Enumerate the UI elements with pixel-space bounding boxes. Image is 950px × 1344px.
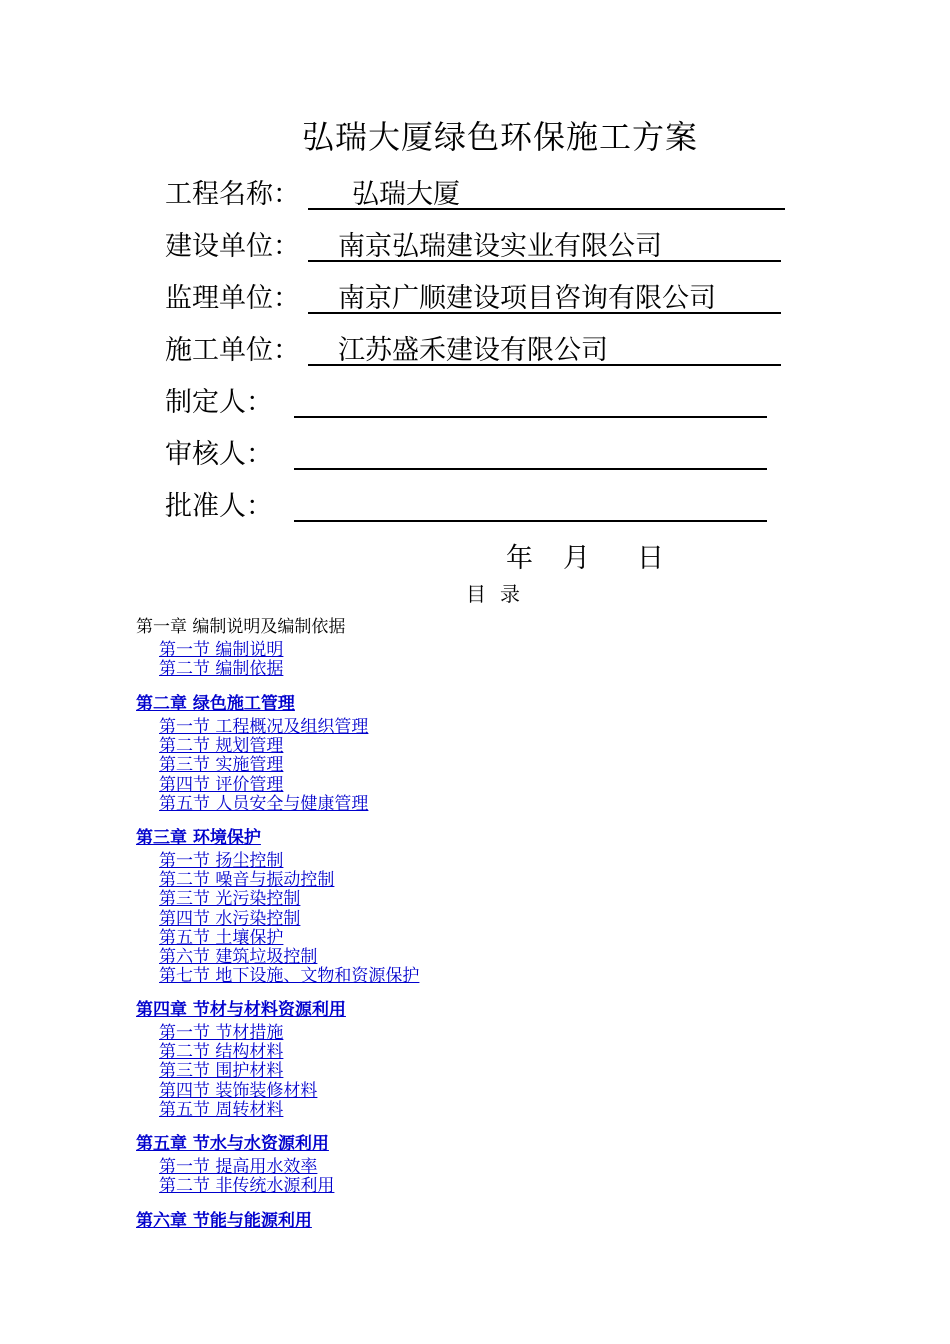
toc-chapter[interactable]: 第五章 节水与水资源利用 — [136, 1134, 329, 1154]
date-month: 月 — [563, 543, 590, 574]
toc-section-link[interactable]: 第一节 扬尘控制 — [159, 851, 284, 871]
toc-section-link[interactable]: 第一节 编制说明 — [159, 640, 284, 660]
toc-section-link[interactable]: 第六节 建筑垃圾控制 — [159, 947, 318, 967]
toc-section-link[interactable]: 第五节 土壤保护 — [159, 927, 284, 948]
toc-chapter: 第一章 编制说明及编制依据 — [136, 617, 346, 637]
date-year: 年 — [506, 543, 533, 574]
info-value: 弘瑞大厦 — [352, 179, 460, 210]
toc-section-link[interactable]: 第二节 噪音与振动控制 — [159, 870, 335, 891]
info-underline — [294, 432, 767, 470]
toc-chapter[interactable]: 第四章 节材与材料资源利用 — [136, 1000, 346, 1020]
toc-section-link[interactable]: 第一节 工程概况及组织管理 — [159, 717, 369, 737]
toc-chapter[interactable]: 第三章 环境保护 — [136, 828, 261, 848]
info-label: 建设单位： — [165, 231, 300, 262]
toc-section-link[interactable]: 第一节 节材措施 — [159, 1023, 284, 1043]
toc-section-link[interactable]: 第四节 装饰装修材料 — [159, 1080, 318, 1101]
toc-chapter[interactable]: 第六章 节能与能源利用 — [136, 1211, 312, 1231]
info-label: 制定人： — [165, 387, 273, 418]
info-label: 审核人： — [165, 439, 273, 470]
info-label: 工程名称： — [165, 179, 300, 210]
toc-section-link[interactable]: 第七节 地下设施、文物和资源保护 — [159, 966, 420, 987]
toc-section-link[interactable]: 第四节 评价管理 — [159, 774, 284, 795]
document-title: 弘瑞大厦绿色环保施工方案 — [301, 118, 698, 156]
toc-section-link[interactable]: 第四节 水污染控制 — [159, 908, 301, 929]
info-value: 南京广顺建设项目咨询有限公司 — [338, 283, 716, 314]
info-underline — [294, 484, 767, 522]
toc-title: 目录 — [466, 582, 534, 606]
info-underline — [294, 380, 767, 418]
toc-section-link[interactable]: 第二节 结构材料 — [159, 1042, 284, 1063]
toc-section-link[interactable]: 第二节 编制依据 — [159, 659, 284, 680]
toc-section-link[interactable]: 第三节 光污染控制 — [159, 889, 301, 910]
info-value: 江苏盛禾建设有限公司 — [338, 335, 608, 366]
toc-section-link[interactable]: 第二节 非传统水源利用 — [159, 1176, 335, 1197]
toc-section-link[interactable]: 第五节 人员安全与健康管理 — [159, 793, 369, 814]
toc-chapter[interactable]: 第二章 绿色施工管理 — [136, 694, 295, 714]
toc-section-link[interactable]: 第三节 实施管理 — [159, 755, 284, 776]
info-value: 南京弘瑞建设实业有限公司 — [338, 231, 662, 262]
info-label: 批准人： — [165, 491, 273, 522]
toc-section-link[interactable]: 第二节 规划管理 — [159, 736, 284, 757]
date-day: 日 — [637, 543, 664, 574]
info-label: 施工单位： — [165, 335, 300, 366]
toc-section-link[interactable]: 第五节 周转材料 — [159, 1099, 284, 1120]
toc-section-link[interactable]: 第一节 提高用水效率 — [159, 1157, 318, 1177]
toc-section-link[interactable]: 第三节 围护材料 — [159, 1061, 284, 1082]
info-label: 监理单位： — [165, 283, 300, 314]
